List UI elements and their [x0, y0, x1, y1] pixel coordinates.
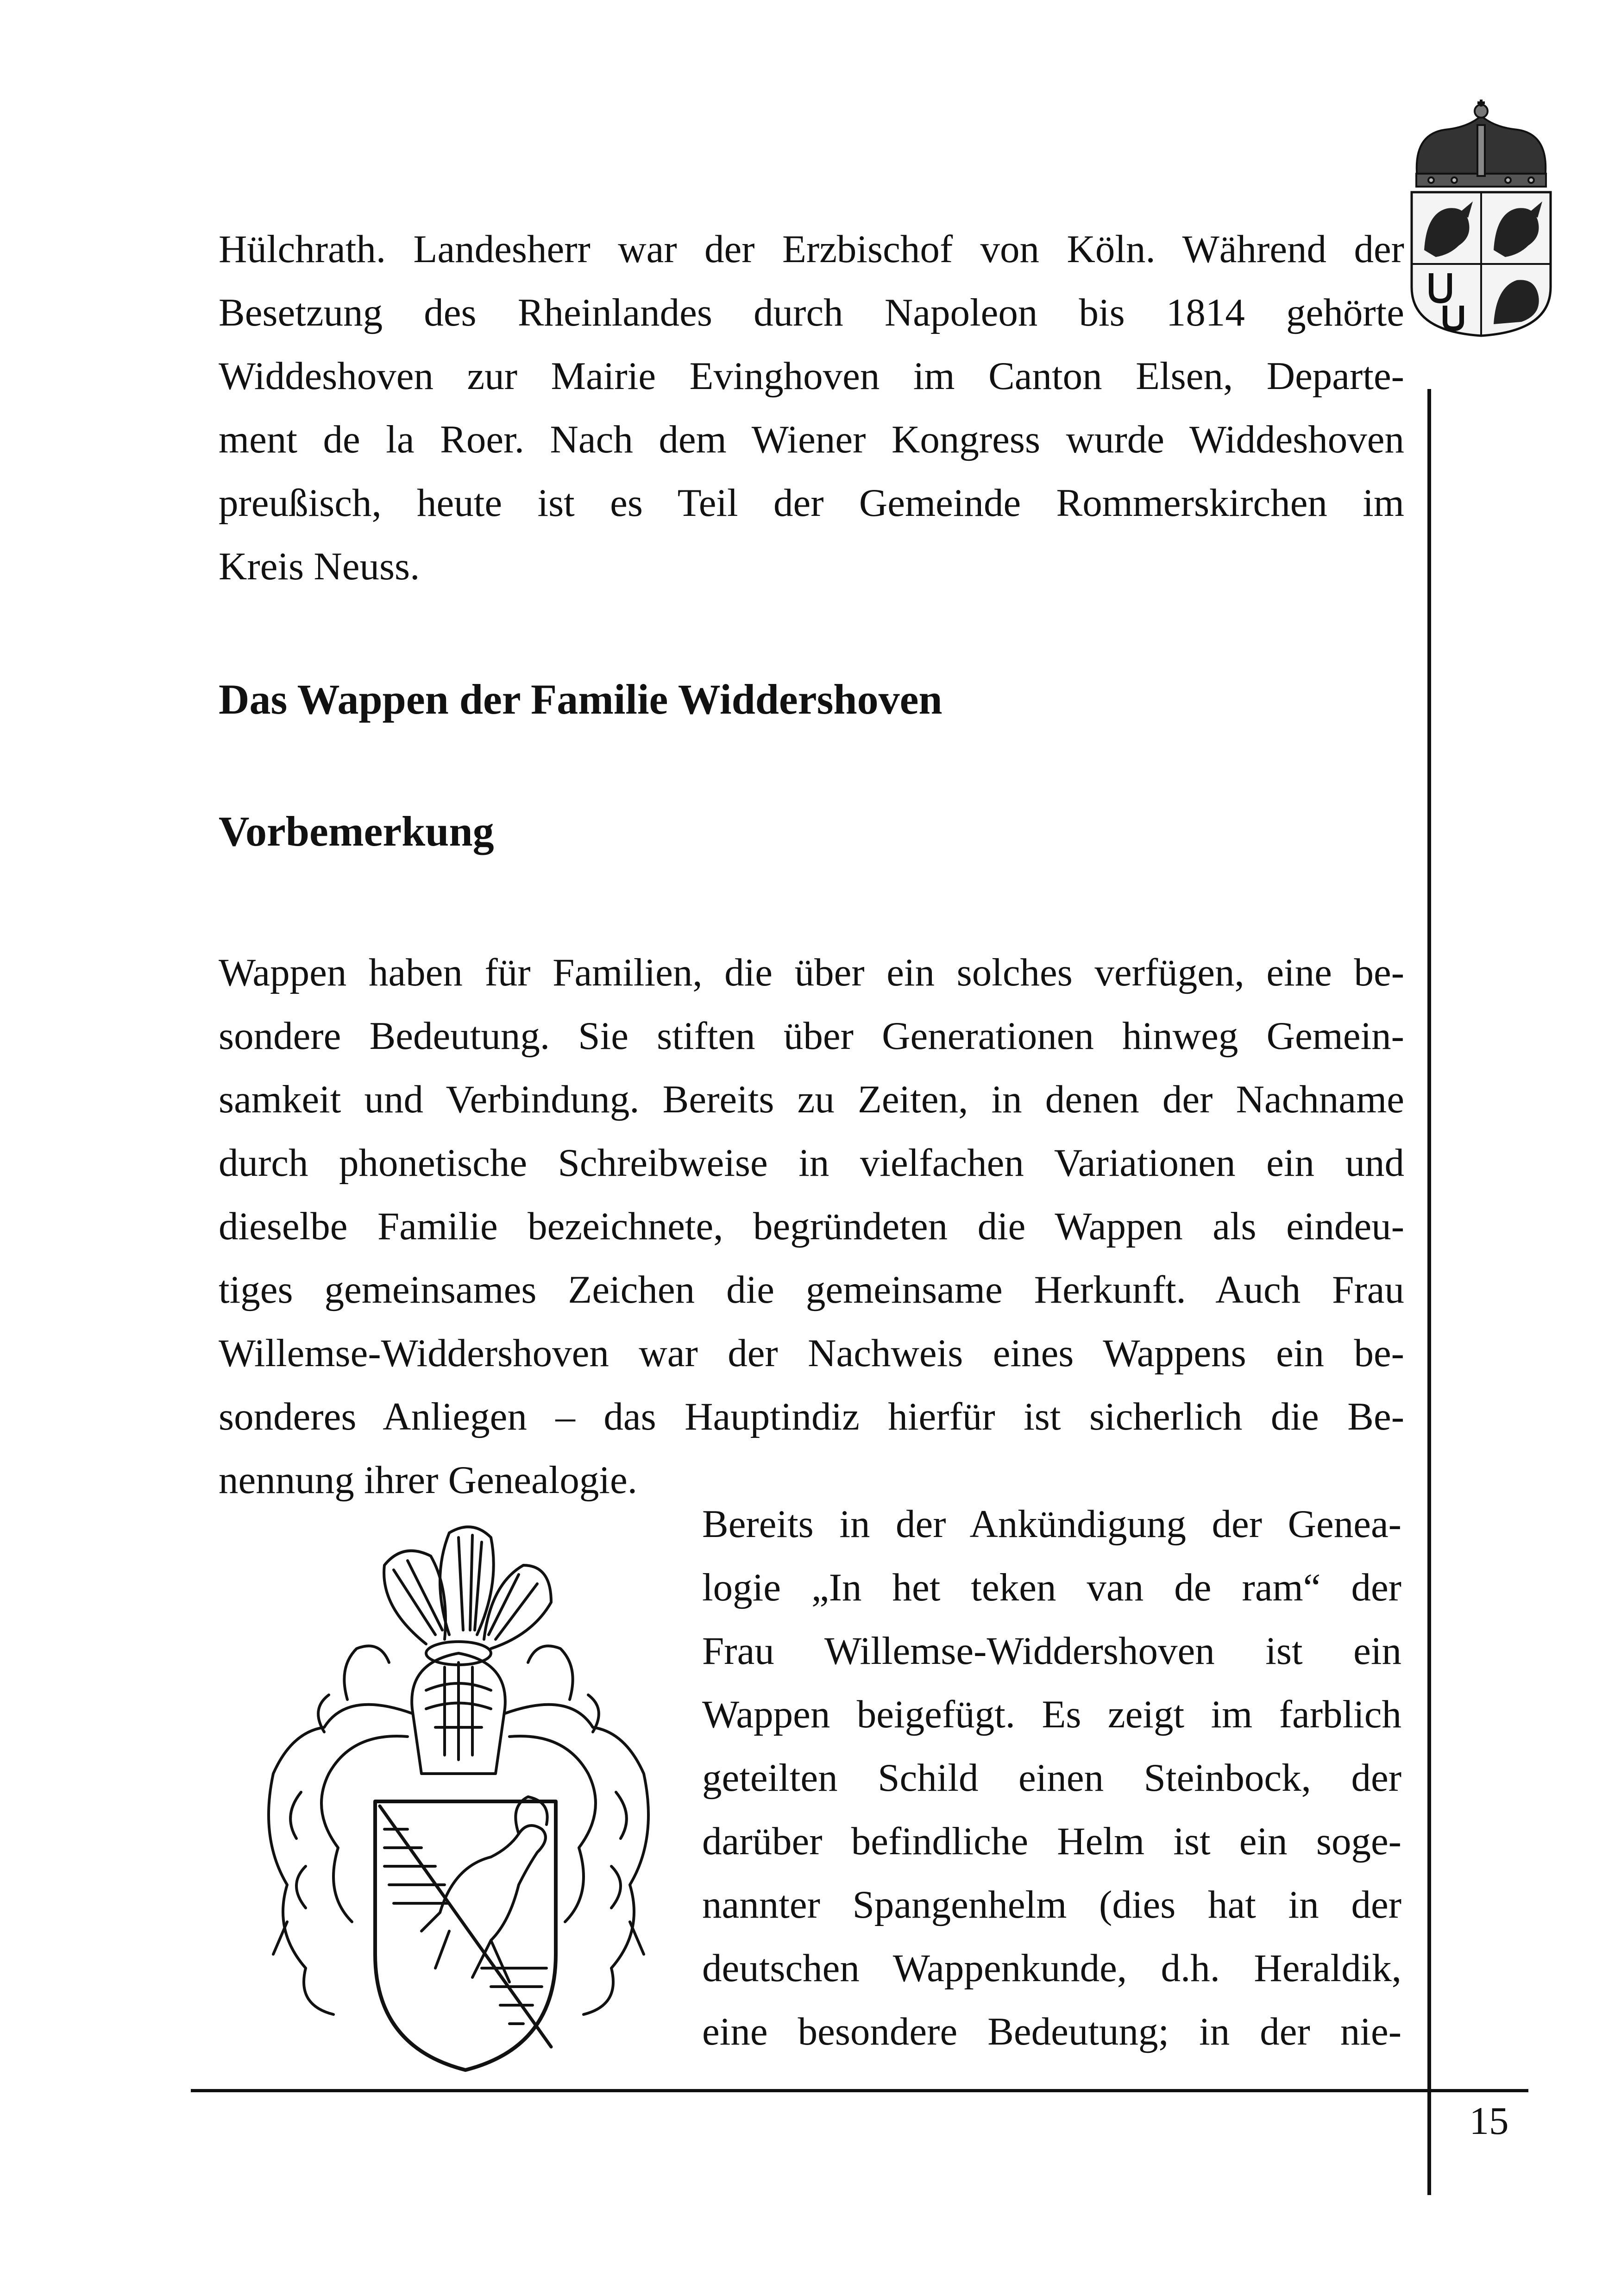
text-line: nennung ihrer Genealogie.	[219, 1458, 637, 1502]
text-line: Hülchrath. Landesherr war der Erzbischof von Köln. Während der	[219, 227, 1404, 271]
text-line: durch phonetische Schreibweise in vielfachen Variationen ein und	[219, 1141, 1404, 1185]
text-line: Bereits in der Ankündigung der Genea-	[702, 1502, 1401, 1546]
text-line: darüber befindliche Helm ist ein soge-	[702, 1819, 1401, 1863]
subsection-heading: Vorbemerkung	[219, 808, 494, 855]
right-column-paragraph	[702, 1493, 1401, 2064]
text-line: eine besondere Bedeutung; in der nie-	[702, 2010, 1401, 2053]
horizontal-rule	[191, 2089, 1528, 2092]
text-line: sondere Bedeutung. Sie stiften über Generationen hinweg Gemein-	[219, 1014, 1404, 1058]
coat-of-arms-icon	[232, 1514, 685, 2089]
page-number: 15	[1469, 2099, 1509, 2143]
crowned-crest-icon	[1403, 97, 1558, 338]
text-line: sonderes Anliegen – das Hauptindiz hierfür ist sicherlich die Be-	[219, 1395, 1404, 1438]
text-line: dieselbe Familie bezeichnete, begründeten die Wappen als eindeu-	[219, 1204, 1404, 1248]
text-line: samkeit und Verbindung. Bereits zu Zeiten, in denen der Nachname	[219, 1078, 1404, 1121]
intro-paragraph	[219, 218, 1404, 598]
text-line: Wappen beigefügt. Es zeigt im farblich	[702, 1693, 1401, 1736]
text-line: tiges gemeinsames Zeichen die gemeinsame Herkunft. Auch Frau	[219, 1268, 1404, 1311]
text-line: ment de la Roer. Nach dem Wiener Kongress wurde Widdeshoven	[219, 418, 1404, 461]
section-heading: Das Wappen der Familie Widdershoven	[219, 676, 942, 723]
text-line: geteilten Schild einen Steinbock, der	[702, 1756, 1401, 1800]
text-line: Widdeshoven zur Mairie Evinghoven im Canton Elsen, Departe-	[219, 354, 1404, 398]
text-line: nannter Spangenhelm (dies hat in der	[702, 1883, 1401, 1926]
text-line: preußisch, heute ist es Teil der Gemeinde Rommerskirchen im	[219, 481, 1404, 525]
text-line: Besetzung des Rheinlandes durch Napoleon bis 1814 gehörte	[219, 291, 1404, 334]
preface-paragraph	[219, 941, 1404, 1512]
text-line: Wappen haben für Familien, die über ein solches verfügen, eine be-	[219, 951, 1404, 994]
text-line: Willemse-Widdershoven war der Nachweis eines Wappens ein be-	[219, 1331, 1404, 1375]
text-line: Kreis Neuss.	[219, 545, 420, 588]
text-line: deutschen Wappenkunde, d.h. Heraldik,	[702, 1946, 1401, 1990]
text-line: logie „In het teken van de ram“ der	[702, 1566, 1401, 1609]
text-line: Frau Willemse-Widdershoven ist ein	[702, 1629, 1401, 1673]
vertical-rule	[1427, 389, 1431, 2195]
